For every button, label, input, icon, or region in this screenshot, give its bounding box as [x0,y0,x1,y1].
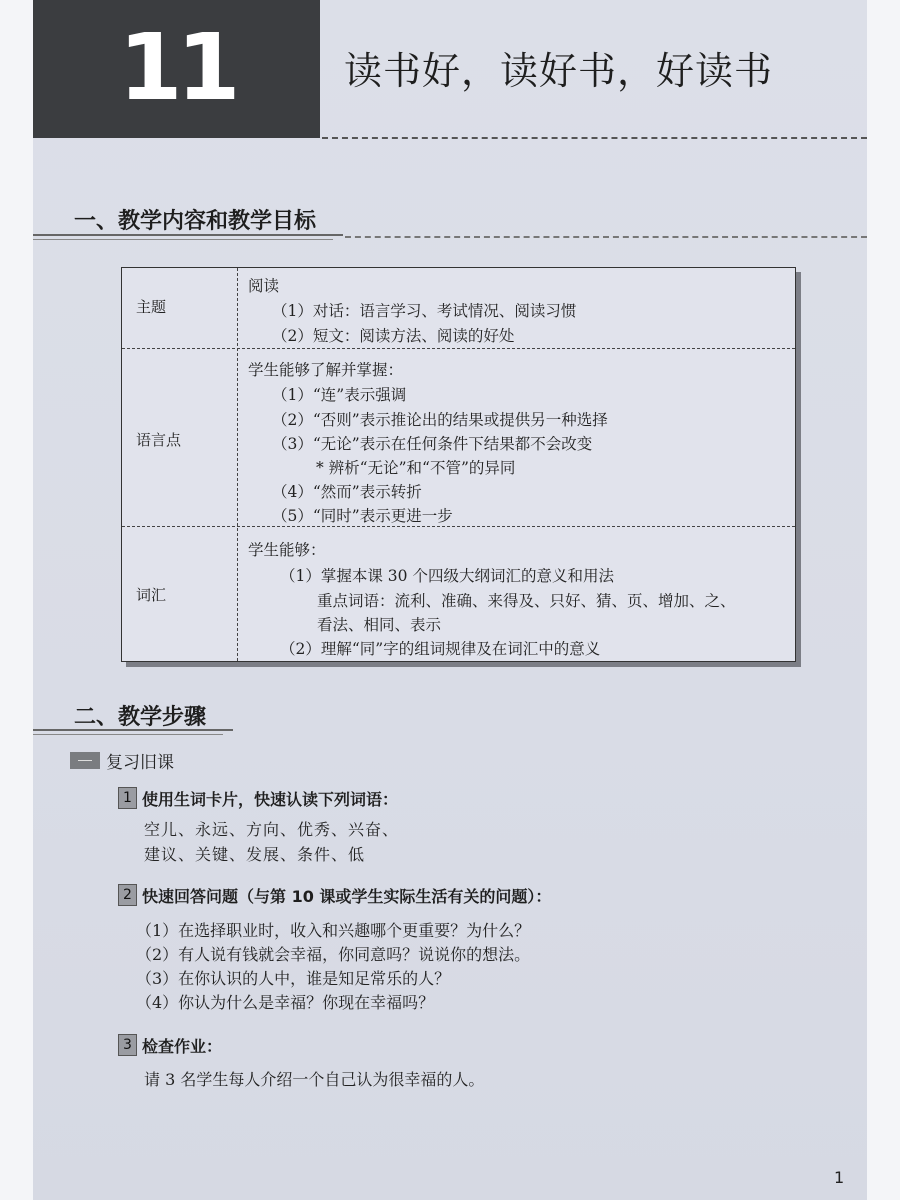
table-row-divider [122,526,795,527]
section-underline [33,729,233,731]
table-line: 看法、相同、表示 [317,616,442,634]
step-number-badge: 3 [118,1034,137,1056]
table-line: （2）短文：阅读方法、阅读的好处 [272,327,515,345]
step-title: 检查作业： [142,1037,223,1056]
section-heading-steps: 二、教学步骤 [74,705,207,730]
table-line: （1）掌握本课 30 个四级大纲词汇的意义和用法 [280,567,614,585]
table-column-divider [237,268,238,661]
row-label-vocabulary: 词汇 [136,586,167,604]
homework-line: 请 3 名学生每人介绍一个自己认为很幸福的人。 [144,1070,485,1089]
step-title: 快速回答问题（与第 10 课或学生实际生活有关的问题）： [142,887,552,906]
table-line: * 辨析“无论”和“不管”的异同 [316,459,516,477]
vocab-line: 建议、关键、发展、条件、低 [144,845,366,864]
section-underline [33,234,343,236]
section-dashed-rule [345,236,867,238]
section-heading-objectives: 一、教学内容和教学目标 [74,209,317,234]
lesson-number: 11 [118,14,235,121]
objectives-table [121,267,796,662]
row-label-language-points: 语言点 [136,431,182,449]
table-line: （1）“连”表示强调 [272,386,407,404]
table-line: 重点词语：流利、准确、来得及、只好、猜、页、增加、之、 [317,592,736,610]
question-line: （2）有人说有钱就会幸福，你同意吗？说说你的想法。 [136,945,531,964]
sub-heading-review: 复习旧课 [106,753,174,773]
question-line: （1）在选择职业时，收入和兴趣哪个更重要？为什么？ [136,921,531,940]
table-line: 学生能够： [248,541,326,559]
table-line: （4）“然而”表示转折 [272,483,422,501]
table-line: （2）“否则”表示推论出的结果或提供另一种选择 [272,411,608,429]
section-underline [33,239,333,240]
lesson-number-block [33,0,320,138]
step-title: 使用生词卡片，快速认读下列词语： [142,790,399,809]
step-number-badge: 1 [118,787,137,809]
table-line: 学生能够了解并掌握： [248,361,404,379]
table-line: （1）对话：语言学习、考试情况、阅读习惯 [272,302,577,320]
table-row-divider [122,348,795,349]
lesson-title: 读书好，读好书，好读书 [344,49,774,93]
section-underline [33,734,223,735]
question-line: （4）你认为什么是幸福？你现在幸福吗？ [136,993,435,1012]
page-number: 1 [834,1168,845,1187]
sub-heading-tag [70,752,100,769]
vocab-line: 空儿、永远、方向、优秀、兴奋、 [144,820,400,839]
row-label-theme: 主题 [136,298,167,316]
table-line: （5）“同时”表示更进一步 [272,507,453,525]
table-line: 阅读 [248,277,280,295]
table-line: （3）“无论”表示在任何条件下结果都不会改变 [272,435,593,453]
table-line: （2）理解“同”字的组词规律及在词汇中的意义 [280,640,601,658]
title-dashed-rule [322,137,867,139]
question-line: （3）在你认识的人中，谁是知足常乐的人？ [136,969,451,988]
step-number-badge: 2 [118,884,137,906]
